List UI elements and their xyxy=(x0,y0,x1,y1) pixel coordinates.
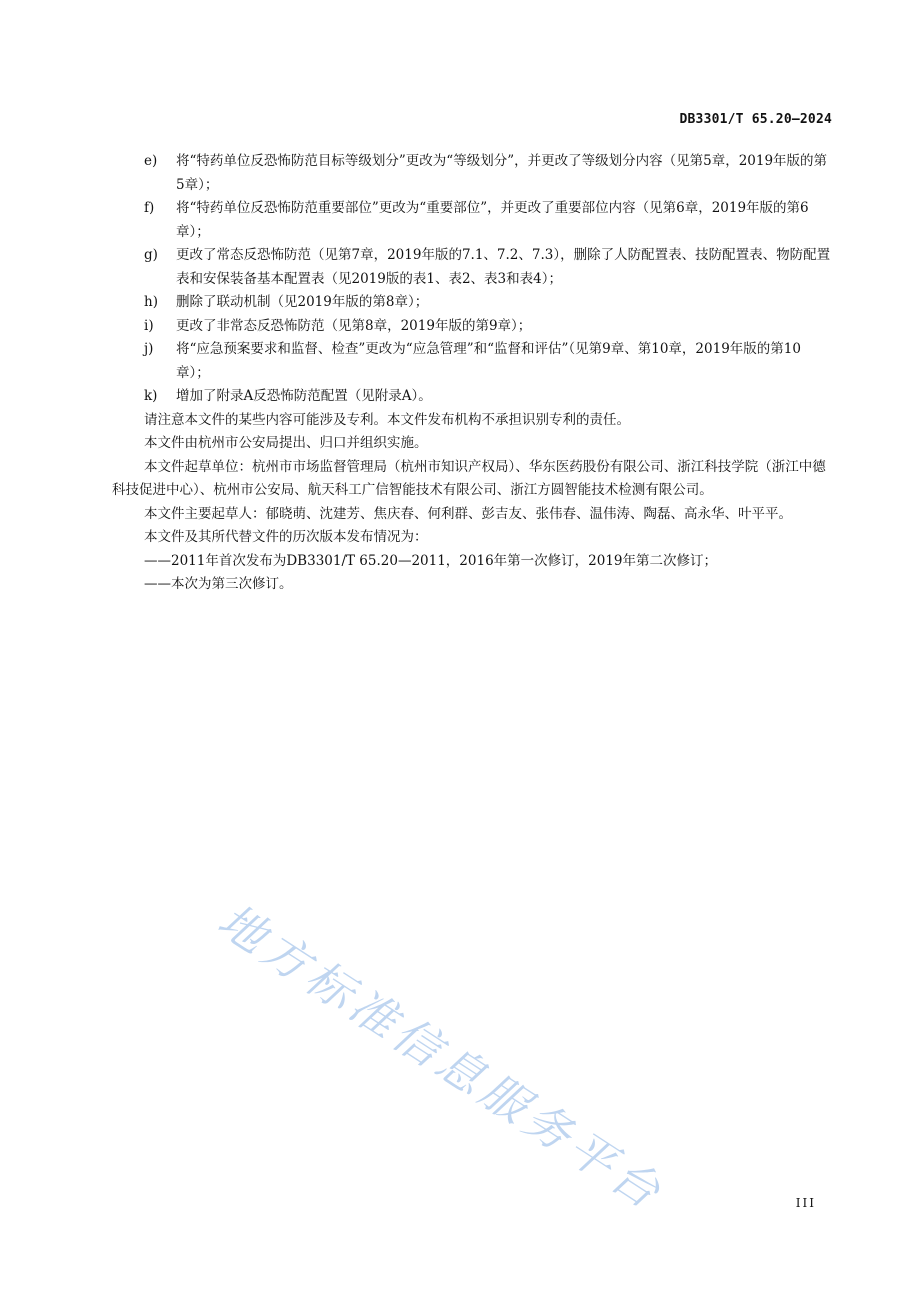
list-item-i xyxy=(144,315,834,339)
list-item-text: 删除了联动机制（见2019年版的第8章）； xyxy=(176,294,429,310)
list-item-label: i) xyxy=(144,317,154,334)
list-item-text: 更改了非常态反恐怖防范（见第8章，2019年版的第9章）； xyxy=(176,317,532,334)
list-item-h xyxy=(144,291,834,315)
list-item-label: g) xyxy=(144,247,158,263)
proposer-paragraph: 本文件由杭州市公安局提出、归口并组织实施。 xyxy=(144,435,428,451)
drafters-paragraph: 本文件主要起草人：郁晓萌、沈建芳、焦庆春、何利群、彭吉友、张伟春、温伟涛、陶磊、高永华、叶平平。 xyxy=(144,505,792,522)
list-item-label: f) xyxy=(144,200,155,216)
list-item-e xyxy=(144,150,834,197)
list-item-text: 将“特药单位反恐怖防范目标等级划分”更改为“等级划分”，并更改了等级划分内容（见第5章，2019年版的第5章）； xyxy=(176,153,828,193)
list-item-text: 将“特药单位反恐怖防范重要部位”更改为“重要部位”，并更改了重要部位内容（见第6章，2019年版的第6章）； xyxy=(176,200,809,240)
list-item-text: 更改了常态反恐怖防范（见第7章，2019年版的7.1、7.2、7.3），删除了人防配置表、技防配置表、物防配置表和安保装备基本配置表（见2019版的表1、表2、表3和表4）； xyxy=(176,247,831,287)
list-item-k xyxy=(144,385,834,409)
list-item-label: j) xyxy=(144,341,154,357)
patent-notice: 请注意本文件的某些内容可能涉及专利。本文件发布机构不承担识别专利的责任。 xyxy=(144,411,630,428)
document-body xyxy=(112,150,834,597)
history-item-1: ——2011年首次发布为DB3301/T 65.20—2011，2016年第一次修订，2019年第二次修订； xyxy=(144,552,718,569)
page-number: III xyxy=(795,1196,816,1210)
list-item-f xyxy=(144,197,834,244)
list-item-text: 增加了附录A反恐怖防范配置（见附录A）。 xyxy=(176,388,432,404)
history-intro: 本文件及其所代替文件的历次版本发布情况为： xyxy=(144,529,428,545)
list-item-label: k) xyxy=(144,388,158,404)
list-item-g xyxy=(144,244,834,291)
list-item-text: 将“应急预案要求和监督、检查”更改为“应急管理”和“监督和评估”（见第9章、第10章，2019年版的第10章）； xyxy=(176,341,801,381)
history-item-2: ——本次为第三次修订。 xyxy=(144,576,293,592)
list-item-j xyxy=(144,338,834,385)
list-item-label: e) xyxy=(144,153,158,169)
watermark: 地方标准信息服务平台 xyxy=(208,892,675,1222)
drafting-units-paragraph: 本文件起草单位：杭州市市场监督管理局（杭州市知识产权局）、华东医药股份有限公司、浙江科技学院（浙江中德科技促进中心）、杭州市公安局、航天科工广信智能技术有限公司、浙江方圆智能技术检测有限公司。 xyxy=(112,458,826,498)
list-item-label: h) xyxy=(144,294,158,310)
document-code: DB3301/T 65.20—2024 xyxy=(679,112,832,127)
